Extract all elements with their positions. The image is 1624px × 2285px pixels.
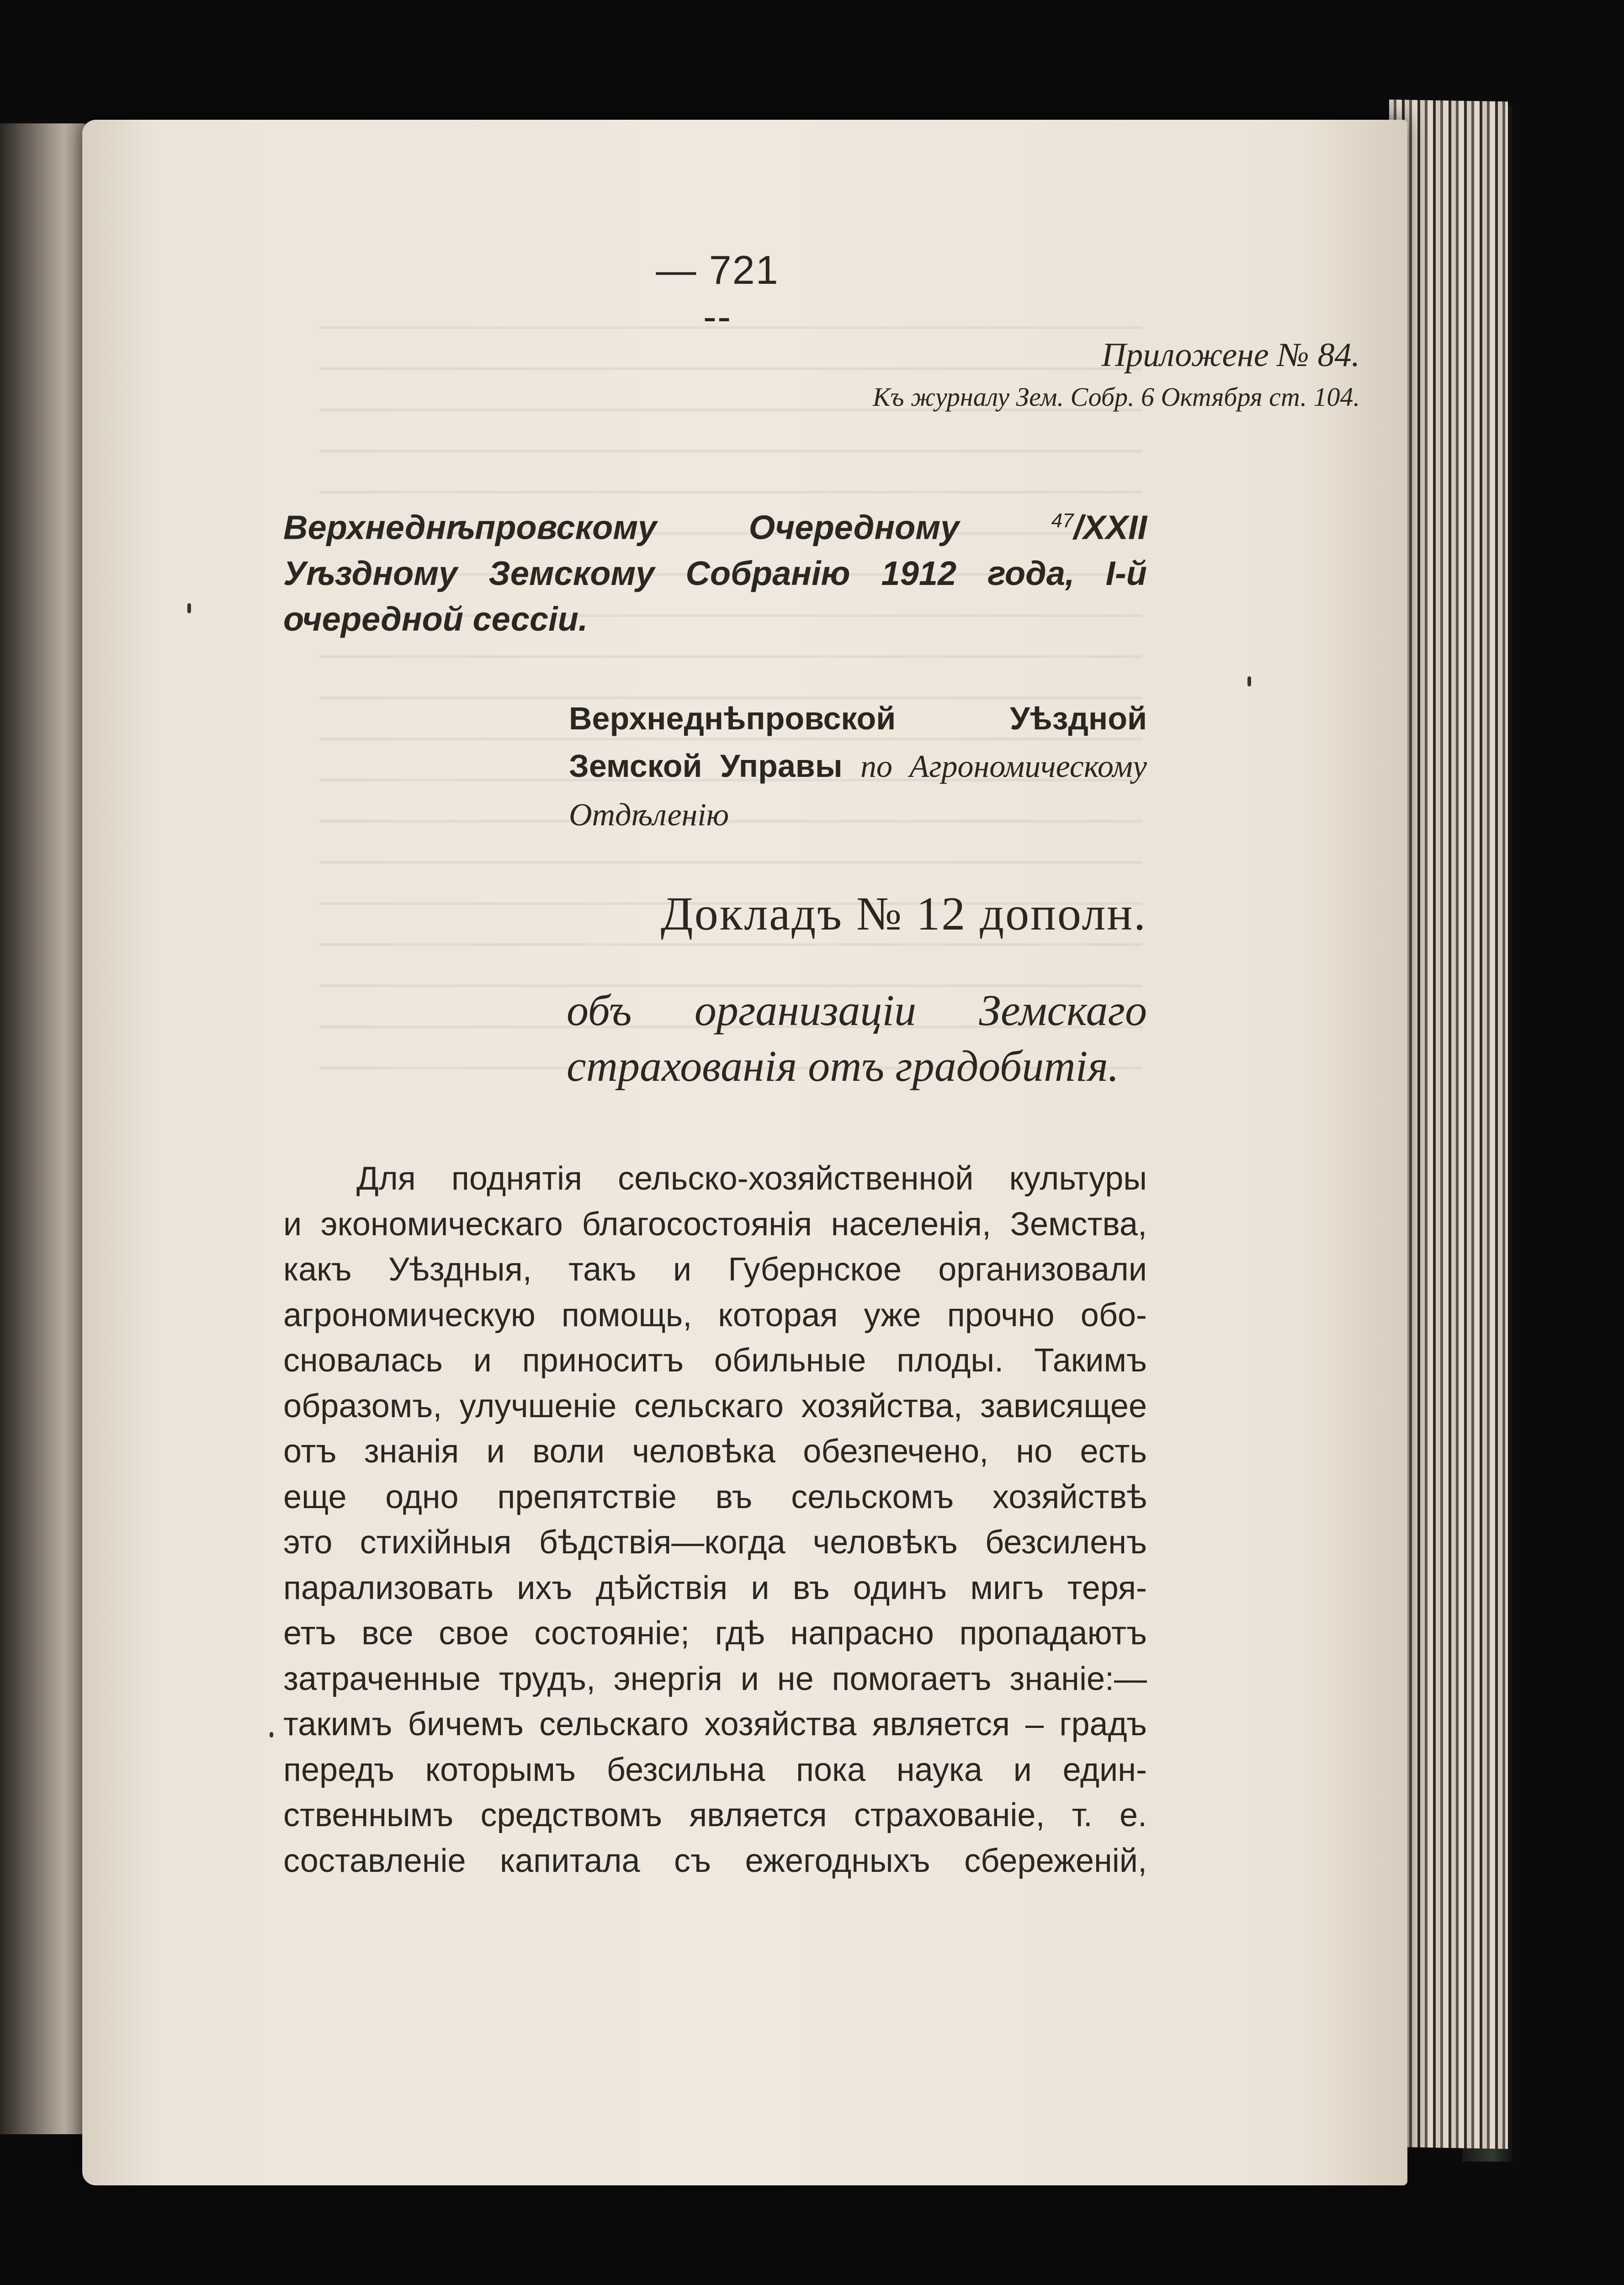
page-blemish <box>187 603 191 613</box>
board-heading <box>569 695 1147 839</box>
body-line: какъ Уѣздныя, такъ и Губернское организовали <box>283 1251 1147 1288</box>
body-line: парализовать ихъ дѣйствія и въ одинъ мигъ теря- <box>283 1569 1147 1606</box>
journal-reference: Къ журналу Зем. Собр. 6 Октября ст. 104. <box>872 382 1360 412</box>
board-department: по Агрономическому Отдѣленію <box>569 749 1147 833</box>
body-line: это стихійныя бѣдствія—когда человѣкъ безсиленъ <box>283 1524 1147 1561</box>
body-line: такимъ бичемъ сельскаго хозяйства является – градъ <box>283 1706 1147 1743</box>
body-text <box>283 1156 1147 1884</box>
body-line: передъ которымъ безсильна пока наука и един- <box>283 1751 1147 1788</box>
body-line: агрономическую помощь, которая уже прочно обо- <box>283 1297 1147 1334</box>
page-blemish <box>1247 676 1251 686</box>
appendix-number: Приложене № 84. <box>1101 336 1360 374</box>
body-line: образомъ, улучшеніе сельскаго хозяйства, зависящее <box>283 1387 1147 1424</box>
body-line: отъ знанія и воли человѣка обезпечено, но есть <box>283 1433 1147 1470</box>
addressee-text-before: Верхнеднѣпровскому Очередному <box>283 508 960 547</box>
left-page-edge <box>0 123 91 2134</box>
body-line: етъ все свое состояніе; гдѣ напрасно пропадаютъ <box>283 1615 1147 1652</box>
body-line: еще одно препятствіе въ сельскомъ хозяйствѣ <box>283 1478 1147 1515</box>
page-blemish <box>270 1732 273 1738</box>
body-line: сновалась и приноситъ обильные плоды. Такимъ <box>283 1342 1147 1379</box>
board-name: Верхнеднѣпровской Уѣздной Земской Управы <box>569 701 1147 784</box>
body-line: Для поднятія сельско-хозяйственной культуры <box>356 1160 1147 1197</box>
page-number: — 721 -- <box>656 247 779 339</box>
addressee-text-after: /XXII Уѣздному Земскому Собранію 1912 года, I-й очередной сессіи. <box>283 508 1147 638</box>
body-line: затраченные трудъ, энергія и не помогаетъ знаніе:— <box>283 1660 1147 1697</box>
session-number: 47 <box>1051 510 1074 532</box>
body-line: ственнымъ средствомъ является страхованіе, т. е. <box>283 1797 1147 1833</box>
report-subject: объ организаціи Земскаго страхованія отъ градобитія. <box>567 986 1147 1090</box>
report-title: Докладъ № 12 дополн. <box>660 887 1147 940</box>
body-line: и экономическаго благосостоянія населенія, Земства, <box>283 1206 1147 1243</box>
body-line: составленіе капитала съ ежегодныхъ сбереженій, <box>283 1842 1147 1879</box>
addressee-heading <box>283 498 1147 642</box>
